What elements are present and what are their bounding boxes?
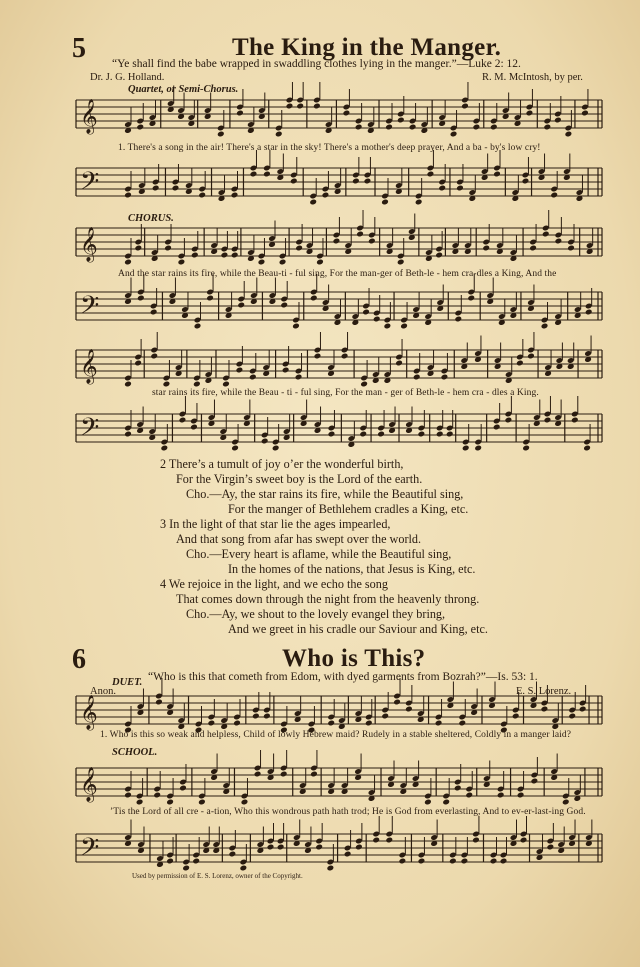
verse-3-line-2: And that song from afar has swept over the world. xyxy=(176,532,422,546)
scripture-reference: “Who is this that cometh from Edom, with dyed garments from Bozrah?”—Is. 53: 1. xyxy=(148,671,538,683)
lyric-line-1: 1. Who is this so weak and helpless, Child of lowly Hebrew maid? Rudely in a stable sheltered, Coldly in a manger laid? xyxy=(100,730,572,740)
verse-2-chorus-1: Cho.—Ay, the star rains its fire, while the Beautiful sing, xyxy=(186,487,464,501)
direction-school: SCHOOL. xyxy=(112,747,158,758)
verse-4-line-1: 4 We rejoice in the light, and we echo the song xyxy=(160,577,388,591)
permission-notice: Used by permission of E. S. Lorenz, owner of the Copyright. xyxy=(132,872,303,880)
direction-chorus: CHORUS. xyxy=(128,213,174,224)
lyric-line-1: 1. There's a song in the air! There's a star in the sky! There's a mother's deep prayer, And a ba - by's low cry! xyxy=(118,143,541,153)
hymn-number: 6 xyxy=(72,644,86,675)
verse-4-line-2: That comes down through the night from the heavenly throng. xyxy=(176,592,480,606)
hymn-title: The King in the Manger. xyxy=(232,34,502,61)
direction-duet: DUET. xyxy=(112,677,143,688)
svg-text:𝄞: 𝄞 xyxy=(80,349,98,384)
verse-4-chorus-2: And we greet in his cradle our Saviour and King, etc. xyxy=(228,622,488,636)
svg-text:𝄢: 𝄢 xyxy=(80,833,100,868)
verse-3-line-1: 3 In the light of that star lie the ages impearled, xyxy=(160,517,391,531)
music-staff-system-1-treble xyxy=(72,94,612,136)
verse-4-chorus-1: Cho.—Ay, we shout to the lovely evangel they bring, xyxy=(186,607,446,621)
verse-2-line-2: For the Virgin’s sweet boy is the Lord of the earth. xyxy=(176,472,423,486)
svg-text:𝄢: 𝄢 xyxy=(80,291,100,326)
direction-quartet: Quartet, or Semi-Chorus. xyxy=(128,84,239,95)
music-staff-system-3-treble xyxy=(72,344,612,386)
hymn-number: 5 xyxy=(72,33,86,64)
music-staff-system-2-bass xyxy=(72,286,612,328)
music-staff-hymn6-school-bass xyxy=(72,828,612,870)
svg-text:𝄢: 𝄢 xyxy=(80,167,100,202)
svg-text:𝄞: 𝄞 xyxy=(80,695,98,730)
lyric-line-3: star rains its fire, while the Beau - ti - ful sing, For the man - ger of Beth-le - hem cra - dles a King. xyxy=(152,388,539,398)
music-staff-system-3-bass xyxy=(72,408,612,450)
author-credit: Anon. xyxy=(90,686,116,697)
author-credit: Dr. J. G. Holland. xyxy=(90,72,165,83)
scripture-reference: “Ye shall find the babe wrapped in swaddling clothes lying in the manger.”—Luke 2: 12. xyxy=(112,58,521,70)
composer-credit: E. S. Lorenz. xyxy=(516,686,572,697)
svg-text:𝄞: 𝄞 xyxy=(80,767,98,802)
music-staff-hymn6-duet xyxy=(72,690,612,730)
hymn-title: Who is This? xyxy=(282,645,426,672)
lyric-line-2: And the star rains its fire, while the Beau-ti - ful sing, For the man-ger of Beth-le - hem cra-dles a King, And the xyxy=(118,269,557,279)
music-staff-system-2-treble xyxy=(72,222,612,264)
svg-text:𝄢: 𝄢 xyxy=(80,413,100,448)
composer-credit: R. M. McIntosh, by per. xyxy=(482,72,583,83)
verse-2-line-1: 2 There’s a tumult of joy o’er the wonderful birth, xyxy=(160,457,404,471)
svg-text:𝄞: 𝄞 xyxy=(80,227,98,262)
lyric-line-2: ’Tis the Lord of all cre - a-tion, Who this wondrous path hath trod; He is God from everlasting, And to ev-er-last-ing God. xyxy=(110,807,586,817)
music-staff-hymn6-school-treble xyxy=(72,762,612,804)
verse-3-chorus-1: Cho.—Every heart is aflame, while the Beautiful sing, xyxy=(186,547,452,561)
verse-3-chorus-2: In the homes of the nations, that Jesus is King, etc. xyxy=(228,562,476,576)
svg-text:𝄞: 𝄞 xyxy=(80,99,98,134)
music-staff-system-1-bass xyxy=(72,162,612,204)
verse-2-chorus-2: For the manger of Bethlehem cradles a King, etc. xyxy=(228,502,469,516)
